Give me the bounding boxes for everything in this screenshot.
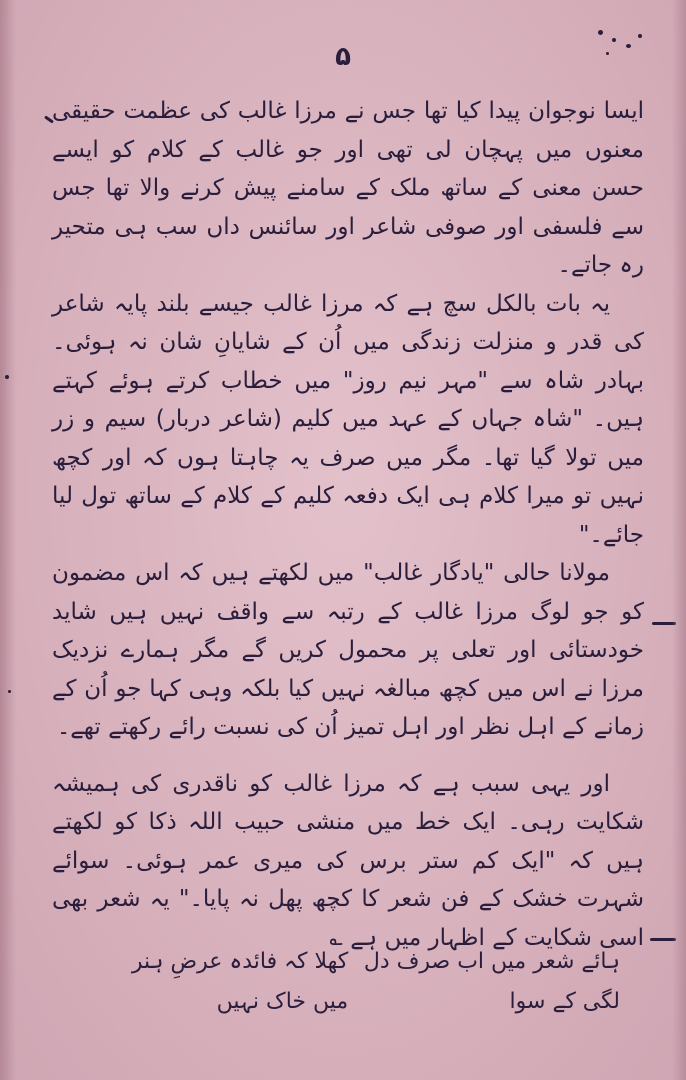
verse-second-line: کھلا کہ فائدہ عرضِ ہنر میں خاک نہیں xyxy=(131,949,349,1014)
verse-first-line: ہائے شعر میں اب صرف دل لگی کے سوا xyxy=(363,949,620,1014)
paragraph-3: مولانا حالی "یادگار غالب" میں لکھتے ہیں کہ اس مضمون کو جو لوگ مرزا غالب کے رتبہ سے واقف نہیں ہیں شاید خودستائی اور تعلی پر محمول کریں گے مگر ہمارے نزدیک مرزا نے اس میں کچھ مبالغہ نہیں کیا بلکہ وہی کہا جو اُن کے زمانے کے اہل نظر اور اہل تمیز اُن کی نسبت رائے رکھتے تھے۔ xyxy=(52,560,644,740)
margin-mark xyxy=(650,938,676,941)
paragraph-4: اور یہی سبب ہے کہ مرزا غالب کو ناقدری کی ہمیشہ شکایت رہی۔ ایک خط میں منشی حبیب اللہ ذکا کو لکھتے ہیں کہ "ایک کم ستر برس کی میری عمر ہوئی۔ سوائے شہرت خشک کے فن شعر کا کچھ پھل نہ پایا۔" یہ شعر بھی اسی شکایت کے اظہار میں ہے ؎ xyxy=(52,770,644,951)
ink-speck xyxy=(598,30,603,35)
margin-mark xyxy=(652,622,676,625)
body-text xyxy=(52,92,644,957)
paragraph-2: یہ بات بالکل سچ ہے کہ مرزا غالب جیسے بلند پایہ شاعر کی قدر و منزلت زندگی میں اُن کے شایانِ شان نہ ہوئی۔ بہادر شاہ سے "مہر نیم روز" میں خطاب کرتے ہوئے کہتے ہیں۔ "شاہ جہاں کے عہد میں کلیم (شاعر دربار) سیم و زر میں تولا گیا تھا۔ مگر میں صرف یہ چاہتا ہوں کہ اور کچھ نہیں تو میرا کلام ہی ایک دفعہ کلیم کے کلام کے ساتھ تول لیا جائے۔" xyxy=(52,290,644,548)
ink-speck xyxy=(5,375,9,379)
ink-speck xyxy=(638,34,642,38)
paragraph-1: ایسا نوجوان پیدا کیا تھا جس نے مرزا غالب کی عظمت حقیقی معنوں میں پہچان لی تھی اور جو غالب کے کلام کو ایسے حسن معنی کے ساتھ ملک کے سامنے پیش کرنے والا تھا جس سے فلسفی اور صوفی شاعر اور سائنس داں سب ہی متحیر رہ جاتے۔ xyxy=(52,98,644,278)
ink-speck xyxy=(8,690,11,693)
page-number: ۵ xyxy=(335,42,351,72)
verse-couplet xyxy=(90,942,620,1022)
